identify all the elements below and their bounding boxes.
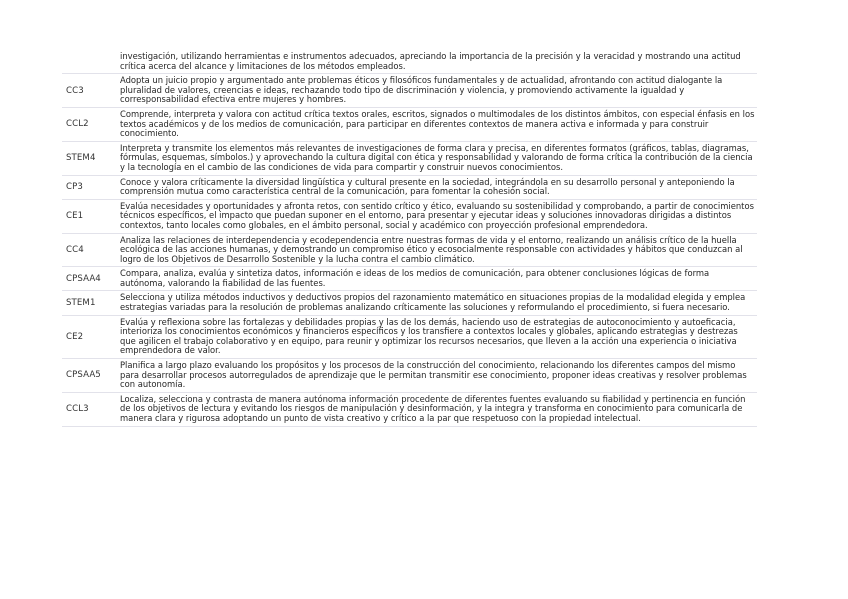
- table-row: [62, 291, 757, 315]
- competencia-code: [62, 50, 116, 74]
- competencia-code: CC3: [62, 74, 116, 108]
- competencia-code: STEM4: [62, 141, 116, 175]
- competencia-code: CE1: [62, 199, 116, 233]
- competencia-description: Compara, analiza, evalúa y sintetiza datos, información e ideas de los medios de comunicación, para obtener conclusiones lógicas de forma autónoma, valorando la fiabilidad de las fuentes.: [116, 267, 757, 291]
- competencia-code: CE2: [62, 315, 116, 358]
- competencia-description: investigación, utilizando herramientas e instrumentos adecuados, apreciando la importancia de la precisión y la veracidad y mostrando una actitud crítica acerca del alcance y limitaciones de los métodos empleados.: [116, 50, 757, 74]
- competencia-description: Analiza las relaciones de interdependencia y ecodependencia entre nuestras formas de vida y el entorno, realizando un análisis crítico de la huella ecológica de las acciones humanas, y demostrando un compromiso ético y ecosocialmente responsable con actividades y hábitos que conduzcan al logro de los Objetivos de Desarrollo Sostenible y la lucha contra el cambio climático.: [116, 233, 757, 267]
- competencia-description: Evalúa necesidades y oportunidades y afronta retos, con sentido crítico y ético, evaluando su sostenibilidad y comprobando, a partir de conocimientos técnicos específicos, el impacto que puedan suponer en el entorno, para presentar y ejecutar ideas y soluciones innovadoras dirigidas a distintos contextos, tanto locales como globales, en el ámbito personal, social y académico con proyección profesional emprendedora.: [116, 199, 757, 233]
- competencias-table: [62, 50, 757, 427]
- table-row: [62, 50, 757, 74]
- table-row: [62, 175, 757, 199]
- competencia-code: CPSAA5: [62, 359, 116, 393]
- table-row: [62, 141, 757, 175]
- table-row: [62, 74, 757, 108]
- table-row: [62, 392, 757, 426]
- table-row: [62, 199, 757, 233]
- competencia-description: Conoce y valora críticamente la diversidad lingüística y cultural presente en la sociedad, integrándola en su desarrollo personal y anteponiendo la comprensión mutua como característica central de la comunicación, para fomentar la cohesión social.: [116, 175, 757, 199]
- table-row: [62, 315, 757, 358]
- competencia-description: Planifica a largo plazo evaluando los propósitos y los procesos de la construcción del conocimiento, relacionando los diferentes campos del mismo para desarrollar procesos autorregulados de aprendizaje que le permitan transmitir ese conocimiento, proponer ideas creativas y resolver problemas con autonomía.: [116, 359, 757, 393]
- table-row: [62, 359, 757, 393]
- competencia-code: CCL3: [62, 392, 116, 426]
- competencia-description: Evalúa y reflexiona sobre las fortalezas y debilidades propias y las de los demás, haciendo uso de estrategias de autoconocimiento y autoeficacia, interioriza los conocimientos económicos y financieros específicos y los transfiere a contextos locales y globales, aplicando estrategias y destrezas que agilicen el trabajo colaborativo y en equipo, para reunir y optimizar los recursos necesarios, que lleven a la acción una experiencia o iniciativa emprendedora de valor.: [116, 315, 757, 358]
- competencia-code: CP3: [62, 175, 116, 199]
- competencia-description: Localiza, selecciona y contrasta de manera autónoma información procedente de diferentes fuentes evaluando su fiabilidad y pertinencia en función de los objetivos de lectura y evitando los riesgos de manipulación y desinformación, y la integra y transforma en conocimiento para comunicarla de manera clara y rigurosa adoptando un punto de vista creativo y crítico a la par que respetuoso con la propiedad intelectual.: [116, 392, 757, 426]
- competencia-description: Adopta un juicio propio y argumentado ante problemas éticos y filosóficos fundamentales y de actualidad, afrontando con actitud dialogante la pluralidad de valores, creencias e ideas, rechazando todo tipo de discriminación y violencia, y promoviendo activamente la igualdad y corresponsabilidad efectiva entre mujeres y hombres.: [116, 74, 757, 108]
- document-page: [62, 50, 757, 427]
- table-row: [62, 107, 757, 141]
- competencia-code: CC4: [62, 233, 116, 267]
- competencia-code: CCL2: [62, 107, 116, 141]
- competencia-description: Interpreta y transmite los elementos más relevantes de investigaciones de forma clara y precisa, en diferentes formatos (gráficos, tablas, diagramas, fórmulas, esquemas, símbolos.) y aprovechando la cultura digital con ética y responsabilidad y valorando de forma crítica la contribución de la ciencia y la tecnología en el cambio de las condiciones de vida para compartir y construir nuevos conocimientos.: [116, 141, 757, 175]
- table-row: [62, 267, 757, 291]
- competencia-code: CPSAA4: [62, 267, 116, 291]
- competencia-description: Selecciona y utiliza métodos inductivos y deductivos propios del razonamiento matemático en situaciones propias de la modalidad elegida y emplea estrategias variadas para la resolución de problemas analizando críticamente las soluciones y reformulando el procedimiento, si fuera necesario.: [116, 291, 757, 315]
- table-row: [62, 233, 757, 267]
- competencia-code: STEM1: [62, 291, 116, 315]
- competencia-description: Comprende, interpreta y valora con actitud crítica textos orales, escritos, signados o multimodales de los distintos ámbitos, con especial énfasis en los textos académicos y de los medios de comunicación, para participar en diferentes contextos de manera activa e informada y para construir conocimiento.: [116, 107, 757, 141]
